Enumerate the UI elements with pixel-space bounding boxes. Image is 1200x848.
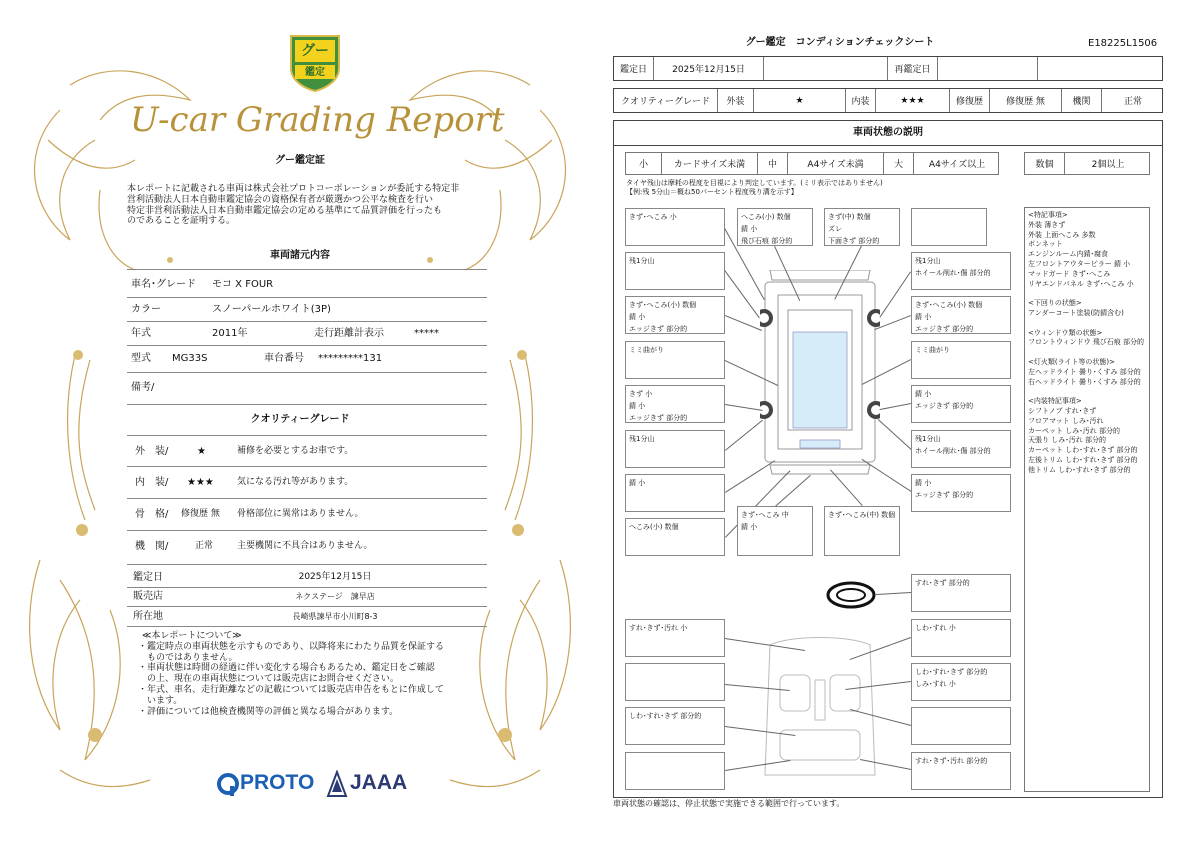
ext-label: 外装 [718,89,754,112]
remark-line: 左フロントアウターピラー 錆 小 [1028,259,1131,268]
damage-note-text: きず･へこみ 小 [629,213,677,221]
damage-note-box [625,474,725,512]
quality-label: クオリティーグレード [614,89,718,112]
cert-title: グー鑑定証 [275,155,325,166]
condition-check-sheet [600,0,1200,848]
remark-line: アンダーコート塗装(防錆含む) [1028,308,1124,317]
spec-color: スノーパールホワイト(3P) [212,304,331,315]
remark-line: シフトノブ すれ･きず [1028,406,1097,415]
damage-note-text: エッジきず 部分的 [915,402,974,410]
intro-line: 本レポートに記載される車両は株式会社プロトコーポレーションが委託する特定非 [127,184,460,194]
badge-label: 鑑定 [305,67,325,78]
damage-note-box [911,663,1011,701]
size-small-desc: カードサイズ未満 [662,153,758,174]
size-mid: 中 [758,153,788,174]
damage-note-box [911,208,987,246]
damage-note-text: 錆 小 [741,523,758,531]
notes-title: ≪本レポートについて≫ [142,631,242,641]
leader-line [850,637,911,660]
remark-line: 天張り しみ･汚れ 部分的 [1028,436,1106,445]
remark-line: 他トリム しわ･すれ･きず 部分的 [1028,465,1131,474]
grade-row [127,504,487,528]
remark-line: 左後トリム しわ･すれ･きず 部分的 [1028,455,1138,464]
leader-line [878,419,912,450]
remark-line: ボンネット [1028,240,1063,249]
damage-note-text: 錆 小 [629,479,646,487]
damage-note-box [824,506,900,556]
date-value: 2025年12月15日 [298,572,372,582]
remark-line: カーペット しわ･すれ･きず 部分的 [1028,446,1138,455]
damage-note-box [911,296,1011,334]
spec-year: 2011年 [212,328,248,339]
damage-note-text: きず･へこみ(小) 数個 [915,301,983,309]
damage-note-box [911,752,1011,790]
remark-line: 外装 上面へこみ 多数 [1028,230,1096,239]
grade-row [127,536,487,560]
leader-line [830,469,863,506]
leader-line [880,403,911,410]
goo-kantei-badge-icon [287,30,343,92]
damage-note-text: エッジきず 部分的 [629,414,688,422]
leader-line [862,459,912,492]
ext-value: ★ [754,89,846,112]
rep-label: 修復歴 [950,89,990,112]
note-line: ・車両状態は時間の経過に伴い変化する場合もあるため、鑑定日をご確認 [138,663,435,674]
damage-note-box [625,341,725,379]
jaaa-logo-text: JAAA [350,771,408,794]
spec-mileage-label: 走行距離計表示 [314,328,384,339]
damage-note-text: きず･へこみ 中 [741,511,789,519]
int-label: 内装 [846,89,876,112]
damage-note-text: へこみ(小) 数個 [741,213,791,221]
remark-line: 外装 薄きず [1028,220,1066,229]
sheet-code: E18225L1506 [1088,38,1158,49]
damage-note-box [911,385,1011,423]
damage-note-text: すれ･きず･汚れ 小 [629,624,688,632]
grade-desc: 補修を必要とするお車です。 [237,446,354,456]
damage-note-text: 飛び石痕 部分的 [741,237,793,245]
remark-line: リヤエンドパネル きず･へこみ 小 [1028,279,1134,288]
damage-note-box [625,707,725,745]
section-title: 車両状態の説明 [853,127,923,138]
leader-line [879,271,911,318]
damage-note-box [737,506,813,556]
count-label: 数個 [1025,153,1065,174]
intro-text [127,184,487,227]
damage-note-text: 錆 小 [629,402,646,410]
int-value: ★★★ [876,89,950,112]
spec-color-label: カラー [131,304,161,315]
leader-line [774,246,800,300]
damage-note-box [625,752,725,790]
redate-label: 再鑑定日 [888,57,938,80]
damage-note-text: エッジきず 部分的 [915,325,974,333]
leader-line [834,246,862,300]
spec-year-label: 年式 [131,328,151,339]
remark-line: マッドガード きず･へこみ [1028,269,1111,278]
date-label: 鑑定日 [133,572,163,583]
spec-title: 車両諸元内容 [270,250,330,261]
damage-note-text: 残1分山 [915,257,941,265]
damage-note-box [911,474,1011,512]
eng-label: 機関 [1062,89,1102,112]
remark-line: <ウィンドウ類の状態> [1028,328,1103,337]
grade-row [127,472,487,496]
damage-note-box [824,208,900,246]
jaaa-logo-icon [326,770,348,798]
count-desc: 2個以上 [1091,160,1125,170]
leader-line [876,592,911,595]
date-value: 2025年12月15日 [654,57,764,80]
intro-line: 営利活動法人日本自動車鑑定協会の資格保有者が厳選かつ公平な検査を行い [127,194,434,205]
damage-note-box [625,252,725,290]
damage-note-text: ズレ [828,225,842,233]
damage-note-text: しみ･すれ 小 [915,680,956,688]
damage-note-box [625,296,725,334]
leader-line [725,460,776,493]
damage-note-box [625,385,725,423]
leader-line [725,760,790,771]
grade-label: 外 装/ [135,446,169,457]
spec-chassis: *********131 [318,353,383,364]
remark-line: <灯火類(ライト等の状態)> [1028,357,1115,366]
damage-note-box [911,619,1011,657]
damage-note-box [911,574,1011,612]
damage-note-box [911,707,1011,745]
remark-line: フロントウィンドウ 飛び石痕 部分的 [1028,338,1145,347]
remark-line: フロアマット しみ･汚れ [1028,416,1104,425]
grade-desc: 骨格部位に異常はありません。 [237,509,364,519]
damage-note-text: きず･へこみ(中) 数個 [828,511,896,519]
damage-note-box [911,252,1011,290]
leader-line [725,638,805,651]
damage-note-text: へこみ(小) 数個 [629,523,679,531]
remark-line: 左ヘッドライト 曇り･くすみ 部分的 [1028,367,1141,376]
spec-name: モコ X FOUR [212,279,274,290]
spec-model-label: 型式 [131,353,151,364]
remark-line: 右ヘッドライト 曇り･くすみ 部分的 [1028,377,1141,386]
grade-desc: 気になる汚れ等があります。 [237,477,354,487]
rep-value: 修復歴 無 [990,89,1062,112]
damage-note-text: きず(中) 数個 [828,213,871,221]
remark-line: <内装特記事項> [1028,397,1082,406]
damage-note-text: エッジきず 部分的 [629,325,688,333]
leader-line [725,726,795,736]
grade-label: 機 関/ [135,541,169,552]
remark-line: カーペット しみ･汚れ 部分的 [1028,426,1120,435]
size-large-desc: A4サイズ以上 [928,160,986,170]
leader-line [725,404,763,411]
damage-note-text: 残1分山 [915,435,941,443]
grade-row [127,441,487,465]
damage-note-box [911,430,1011,468]
damage-note-text: ホイール削れ･傷 部分的 [915,447,991,455]
damage-notes-layer [600,0,1200,848]
quality-title: クオリティーグレード [250,414,350,425]
sheet-title: グー鑑定 コンディションチェックシート [745,37,935,48]
leader-line [725,420,763,451]
leader-line [724,270,760,319]
spec-model: MG33S [172,353,208,364]
grade-value: ★★★ [187,477,214,488]
tire-note-line: 【例:残 5分山＝概ね50パーセント程度残り溝を示す】 [626,187,798,196]
grade-value: 修復歴 無 [181,509,220,519]
damage-note-text: しわ･すれ･きず 部分的 [629,712,702,720]
proto-logo-text: PROTO [240,771,315,794]
sheet-footer: 車両状態の確認は、停止状態で実施できる範囲で行っています。 [613,799,845,808]
grade-value: 正常 [195,541,214,551]
damage-note-box [625,619,725,657]
damage-note-text: すれ･きず 部分的 [915,579,970,587]
note-line: ・鑑定時点の車両状態を示すものであり、以降将来にわたり品質を保証する [138,641,445,652]
tire-note-line: タイヤ残山は摩耗の程度を目視により判定しています。(ミリ表示ではありません) [626,179,883,187]
shop-label: 販売店 [133,591,163,602]
damage-note-box [625,430,725,468]
leader-line [860,759,911,770]
remark-line: エンジンルーム内錆･腐食 [1028,250,1108,259]
address-value: 長崎県諫早市小川町8-3 [292,612,378,621]
damage-note-box [625,518,725,556]
size-large: 大 [884,153,914,174]
date-label: 鑑定日 [614,57,654,80]
leader-line [725,315,762,331]
damage-note-text: 錆 小 [629,313,646,321]
note-line: ものではありません。 [138,652,238,663]
damage-note-box [737,208,813,246]
damage-note-text: しわ･すれ･きず 部分的 [915,668,988,676]
damage-note-text: 錆 小 [915,313,932,321]
leader-line [725,360,778,386]
damage-note-box [625,208,725,246]
eng-value: 正常 [1123,97,1142,107]
spec-remarks-label: 備考/ [131,382,155,393]
grade-value: ★ [197,446,206,457]
damage-note-text: きず･へこみ(小) 数個 [629,301,697,309]
address-label: 所在地 [133,611,163,622]
leader-line [862,359,911,385]
grade-desc: 主要機関に不具合はありません。 [237,541,373,551]
size-mid-desc: A4サイズ未満 [788,153,884,174]
damage-note-text: すれ･きず･汚れ 部分的 [915,757,988,765]
damage-note-text: 錆 小 [915,390,932,398]
damage-note-text: エッジきず 部分的 [915,491,974,499]
damage-note-text: ミミ曲がり [629,346,664,354]
shop-value: ネクステージ 諫早店 [295,592,375,601]
spec-chassis-label: 車台番号 [264,353,304,364]
leader-line [725,684,790,691]
damage-note-text: 下面きず 部分的 [828,237,880,245]
note-line: ・評価については他検査機関等の評価と異なる場合があります。 [138,706,399,717]
damage-note-box [625,663,725,701]
damage-note-text: きず 小 [629,390,653,398]
note-line: います。 [138,695,183,706]
grade-label: 骨 格/ [135,509,169,520]
script-title: U-car Grading Report [130,100,505,140]
leader-line [850,709,911,726]
note-line: ・年式、車名、走行距離などの記載については販売店申告をもとに作成して [138,684,444,695]
note-line: の上、現在の車両状態については販売店にお問合せください。 [138,674,399,685]
grade-label: 内 装/ [135,477,169,488]
damage-note-text: 残1分山 [629,257,655,265]
intro-line: 特定非営利活動法人日本自動車鑑定協会の定める基準にて品質評価を行ったも [127,205,443,216]
remark-line: <特記事項> [1028,211,1068,219]
intro-line: のであることを証明する。 [127,216,236,227]
damage-note-text: ミミ曲がり [915,346,950,354]
damage-note-text: 残1分山 [629,435,655,443]
damage-note-text: ホイール削れ･傷 部分的 [915,269,991,277]
proto-logo-icon [216,772,240,798]
spec-name-label: 車名･グレード [131,279,196,290]
size-small: 小 [626,153,662,174]
damage-note-text: 錆 小 [741,225,758,233]
spec-mileage: ***** [414,328,439,339]
damage-note-text: 錆 小 [915,479,932,487]
damage-note-text: しわ･すれ 小 [915,624,956,632]
damage-note-box [911,341,1011,379]
notes [138,631,488,717]
badge-mark: グー [301,43,329,59]
remark-line: <下回りの状態> [1028,299,1082,308]
leader-line [845,681,911,690]
